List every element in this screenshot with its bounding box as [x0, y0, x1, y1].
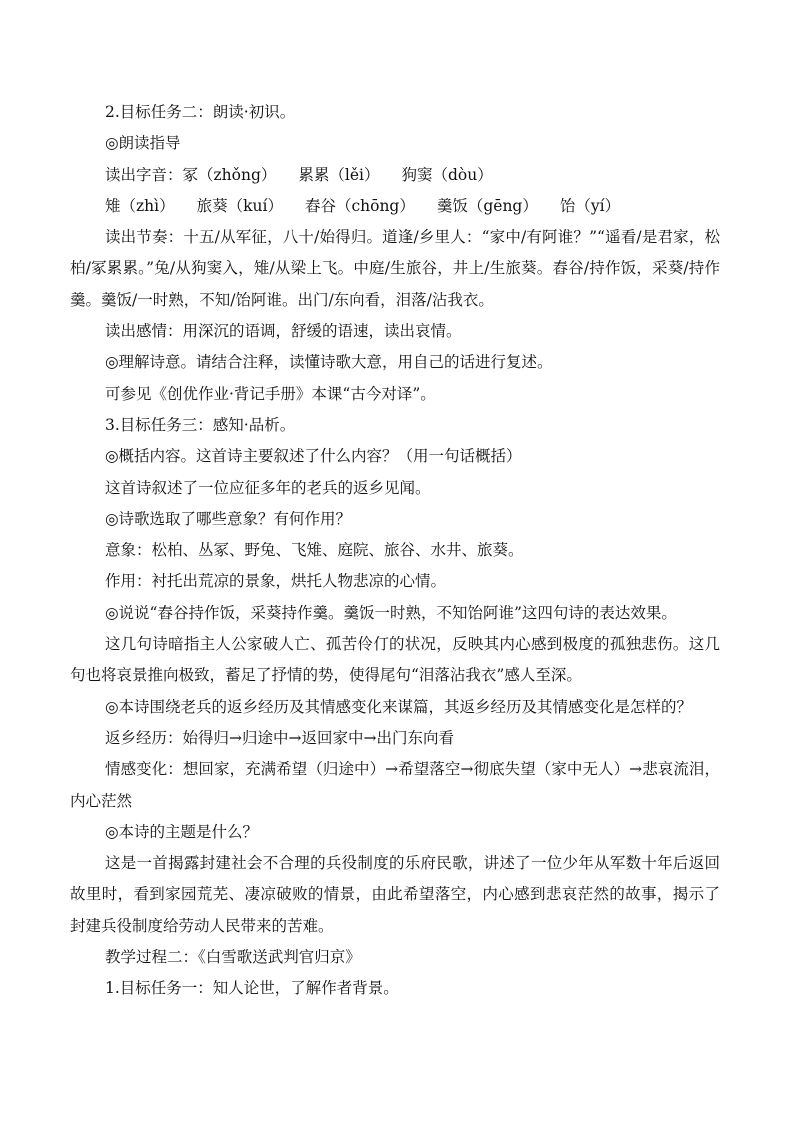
- pronunciation-item: 羹饭（gēng）: [436, 196, 538, 215]
- pronunciation-item: 雉（zhì）: [105, 196, 175, 215]
- pronunciation-item: 狗窦（dòu）: [401, 165, 493, 184]
- pronunciation-item: 饴（yí）: [559, 196, 621, 215]
- section-heading-task-1: 1.目标任务一：知人论世，了解作者背景。: [105, 979, 399, 998]
- document-body: [70, 97, 720, 1005]
- pronunciation-item: 读出字音：冢（zhǒng）: [105, 165, 277, 184]
- pronunciation-item: 累累（lěi）: [298, 165, 380, 184]
- section-heading-task-3: 3.目标任务三：感知·品析。: [105, 415, 296, 434]
- section-heading-task-2: 2.目标任务二：朗读·初识。: [105, 103, 296, 121]
- question-experience-emotion: ◎本诗围绕老兵的返乡经历及其情感变化来谋篇，其返乡经历及其情感变化是怎样的？: [105, 697, 693, 716]
- rhythm-paragraph: 读出节奏：十五/从军征，八十/始得归。道逢/乡里人：“家中/有阿谁？”“遥看/是君家，松柏/冢累累。”兔/从狗窦入，雉/从梁上飞。中庭/生旅谷，井上/生旅葵。舂谷/持作饭，采葵/持作羹。羹饭/一时熟，不知/饴阿谁。出门/东向看，泪落/沾我衣。: [70, 228, 720, 309]
- emotion-paragraph: 读出感情：用深沉的语调，舒缓的语速，读出哀情。: [105, 322, 462, 341]
- pronunciation-line-1: [70, 160, 720, 191]
- answer-expression-effect: 这几句诗暗指主人公家破人亡、孤苦伶仃的状况，反映其内心感到极度的孤独悲伤。这几句也将哀景推向极致，蓄足了抒情的势，使得尾句“泪落沾我衣”感人至深。: [70, 635, 720, 685]
- reference-note: 可参见《创优作业·背记手册》本课“古今对译”。: [105, 384, 436, 403]
- subheading-reading-guide: ◎朗读指导: [105, 134, 181, 153]
- question-summary: ◎概括内容。这首诗主要叙述了什么内容？（用一句话概括）: [105, 447, 522, 466]
- teaching-process-heading: 教学过程二：《白雪歌送武判官归京》: [105, 948, 361, 967]
- subheading-understand-meaning: ◎理解诗意。请结合注释，读懂诗歌大意，用自己的话进行复述。: [105, 353, 553, 372]
- answer-return-experience: 返乡经历：始得归→归途中→返回家中→出门东向看: [105, 728, 454, 747]
- question-theme: ◎本诗的主题是什么？: [105, 822, 259, 841]
- answer-theme: 这是一首揭露封建社会不合理的兵役制度的乐府民歌，讲述了一位少年从军数十年后返回故里时，看到家园荒芜、凄凉破败的情景，由此希望落空，内心感到悲哀茫然的故事，揭示了封建兵役制度给劳动人民带来的苦难。: [70, 854, 720, 935]
- question-imagery: ◎诗歌选取了哪些意象？有何作用？: [105, 509, 352, 528]
- pronunciation-item: 舂谷（chōng）: [304, 196, 415, 215]
- pronunciation-line-2: [70, 191, 720, 222]
- answer-imagery-effect: 作用：衬托出荒凉的景象，烘托人物悲凉的心情。: [105, 572, 447, 591]
- question-expression-effect: ◎说说“舂谷持作饭，采葵持作羹。羹饭一时熟，不知饴阿谁”这四句诗的表达效果。: [105, 603, 677, 622]
- answer-summary: 这首诗叙述了一位应征多年的老兵的返乡见闻。: [105, 478, 431, 497]
- answer-imagery: 意象：松柏、丛冢、野兔、飞雉、庭院、旅谷、水井、旅葵。: [105, 541, 524, 560]
- pronunciation-item: 旅葵（kuí）: [196, 196, 283, 215]
- answer-emotion-change: 情感变化：想回家，充满希望（归途中）→希望落空→彻底失望（家中无人）→悲哀流泪，内心茫然: [70, 760, 720, 810]
